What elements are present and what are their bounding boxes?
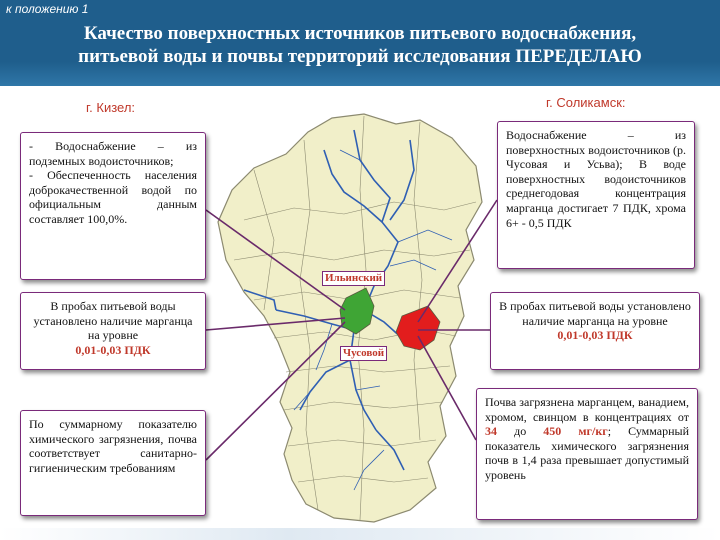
map-label-ilyinsky: Ильинский (322, 271, 385, 286)
kizel-samples-value: 0,01-0,03 ПДК (75, 342, 151, 357)
footer-decoration (0, 528, 720, 540)
map-label-chusovoy: Чусовой (340, 346, 387, 361)
appendix-note: к положению 1 (6, 2, 89, 16)
solikamsk-water-supply-text: Водоснабжение – из поверхностных водоисточников (р. Чусовая и Усьва); В воде поверхностных водоисточников среднегодовая концентрация марганца достигает 7 ПДК, хрома 6+ - 0,5 ПДК (506, 128, 686, 230)
page-title (0, 22, 720, 68)
solikamsk-soil-text-1: Почва загрязнена марганцем, ванадием, хромом, свинцом в концентрациях от (485, 395, 689, 424)
solikamsk-soil-text-2: до (514, 424, 527, 439)
kizel-samples-text: В пробах питьевой воды установлено наличие марганца на уровне (33, 299, 193, 343)
solikamsk-samples-text: В пробах питьевой воды установлено наличие марганца на уровне (499, 299, 691, 328)
header-banner (0, 0, 720, 86)
kizel-soil-text: По суммарному показателю химического загрязнения, почва соответствует санитарно-гигиеническим требованиям (29, 417, 197, 475)
title-line-1: Качество поверхностных источников питьевого водоснабжения, (83, 23, 637, 44)
solikamsk-soil-box (476, 388, 698, 520)
region-map (214, 110, 486, 530)
kizel-water-supply-box (20, 132, 206, 280)
city-heading-kizel: г. Кизел: (86, 100, 136, 115)
solikamsk-water-supply-box (497, 121, 695, 269)
title-line-2: питьевой воды и почвы территорий исследования ПЕРЕДЕЛАЮ (78, 46, 642, 67)
kizel-water-supply-text: - Водоснабжение – из подземных водоисточников; - Обеспеченность населения доброкачественной водой по официальным данным составляет 100,0%. (29, 139, 197, 226)
city-heading-solikamsk: г. Соликамск: (546, 95, 626, 110)
kizel-soil-box (20, 410, 206, 516)
kizel-samples-box (20, 292, 206, 370)
solikamsk-soil-value-2: 450 мг/кг (543, 424, 608, 439)
solikamsk-soil-text-3: ; Суммарный показатель химического загрязнения почв в 1,4 раза превышает допустимый уровень (485, 424, 690, 482)
solikamsk-samples-value: 0,01-0,03 ПДК (557, 328, 633, 343)
solikamsk-soil-value-1: 34 (485, 424, 497, 439)
solikamsk-samples-box (490, 292, 700, 370)
